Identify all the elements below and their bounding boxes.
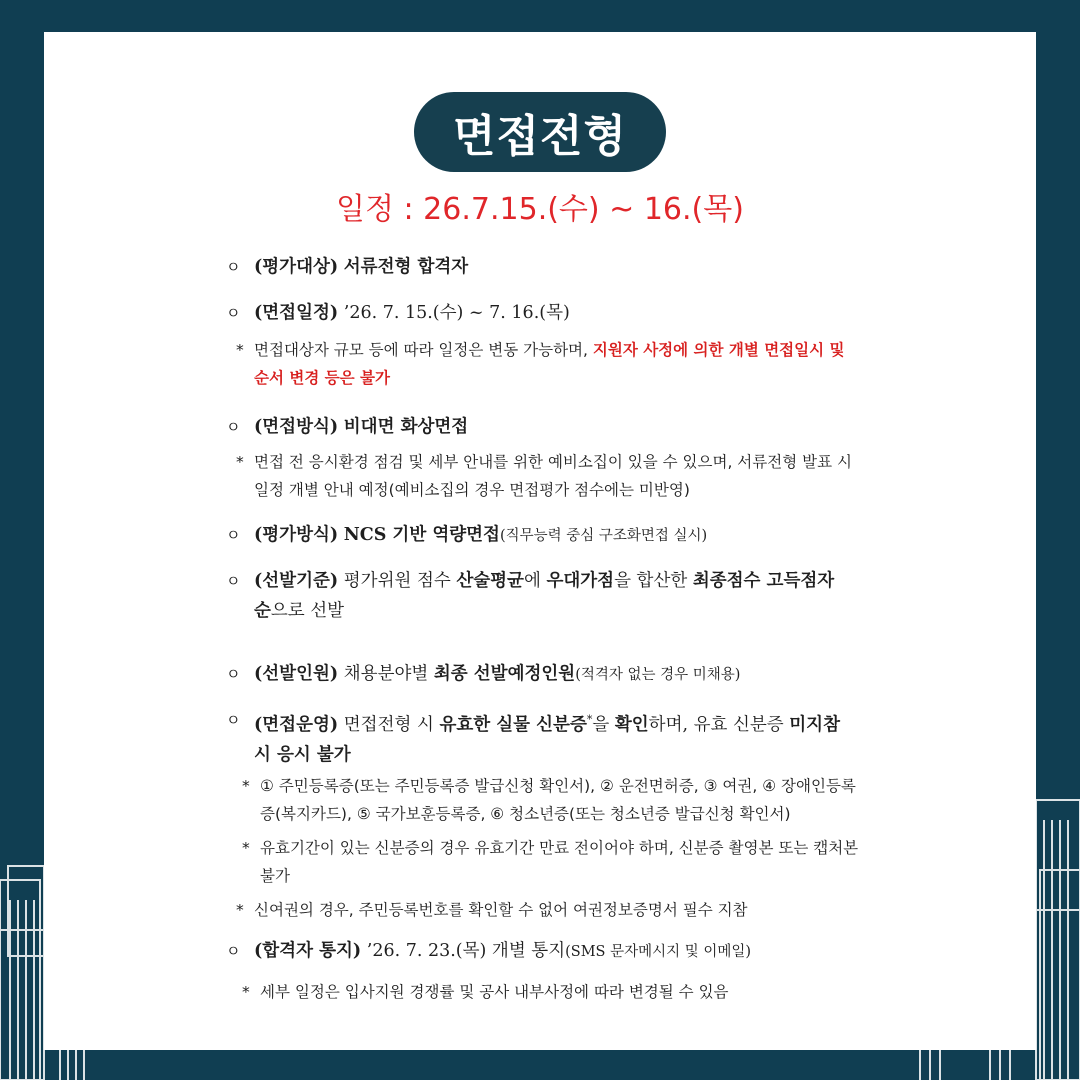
notice-body (44, 32, 1036, 1050)
note-text: 유효기간이 있는 신분증의 경우 유효기간 만료 전이어야 하며, 신분증 촬영본 또는 캡처본 불가 (260, 839, 859, 885)
item-text: 채용분야별 (343, 664, 429, 684)
item-text: 비대면 화상면접 (343, 417, 469, 437)
passport-note (236, 896, 876, 924)
item-text: 을 합산한 (614, 571, 688, 591)
content-card (44, 32, 1036, 1050)
list-item-result-notice (226, 936, 856, 967)
list-item-interview-method (226, 412, 856, 442)
final-note (242, 978, 862, 1006)
item-bold: 최종 선발예정인원 (433, 664, 576, 684)
item-text: 서류전형 합격자 (343, 257, 469, 277)
item-text: 면접전형 시 (343, 714, 434, 735)
list-item-eval-method (226, 520, 856, 551)
list-item-interview-operation (226, 705, 856, 770)
item-text: ’26. 7. 15.(수) ~ 7. 16.(목) (343, 303, 570, 323)
id-list-note (242, 772, 862, 828)
note-star: * (242, 777, 250, 795)
item-label: (평가대상) (254, 257, 339, 277)
schedule-note (236, 336, 856, 392)
item-label: (면접운영) (254, 714, 339, 735)
item-label: (면접방식) (254, 417, 339, 437)
item-bold: 산술평균 (456, 571, 524, 591)
note-star: * (236, 901, 244, 919)
bullet-marker: ㅇ (226, 711, 241, 729)
list-item-headcount (226, 659, 856, 690)
page-title: 면접전형 (452, 111, 627, 162)
item-small: (SMS 문자메시지 및 이메일) (565, 944, 752, 960)
note-text: ① 주민등록증(또는 주민등록증 발급신청 확인서), ② 운전면허증, ③ 여권, ④ 장애인등록증(복지카드), ⑤ 국가보훈등록증, ⑥ 청소년증(또는 청소년증 발급신청 확인서) (260, 777, 856, 823)
item-text: 에 (523, 571, 541, 591)
item-text: 평가위원 점수 (343, 571, 451, 591)
schedule-subtitle: 일정 : 26.7.15.(수) ~ 16.(목) (336, 192, 744, 227)
method-note (236, 448, 856, 504)
item-bold: 확인 (614, 714, 649, 735)
item-bold: 미지참 시 응시 불가 (254, 714, 840, 765)
item-bold: 유효한 실물 신분증 (439, 714, 587, 735)
bullet-marker: ㅇ (226, 665, 241, 683)
note-text: 신여권의 경우, 주민등록번호를 확인할 수 없어 여권정보증명서 필수 지참 (254, 901, 748, 919)
bullet-marker: ㅇ (226, 258, 241, 276)
bullet-marker: ㅇ (226, 526, 241, 544)
bullet-marker: ㅇ (226, 418, 241, 436)
item-label: (면접일정) (254, 303, 339, 323)
item-label: (선발기준) (254, 571, 339, 591)
list-item-selection-criteria (226, 566, 856, 626)
item-text: 을 (592, 714, 610, 735)
item-label: (합격자 통지) (254, 941, 362, 961)
note-text: 면접대상자 규모 등에 따라 일정은 변동 가능하며, (254, 341, 588, 359)
note-star: * (236, 341, 244, 359)
item-bold: 최종점수 고득점자 순 (254, 571, 835, 621)
note-star: * (242, 983, 250, 1001)
note-star: * (236, 453, 244, 471)
id-validity-note (242, 834, 862, 890)
bullet-marker: ㅇ (226, 572, 241, 590)
note-text: 세부 일정은 입사지원 경쟁률 및 공사 내부사정에 따라 변경될 수 있음 (260, 983, 729, 1001)
item-small: (적격자 없는 경우 미채용) (575, 667, 741, 683)
item-text: 으로 선발 (270, 601, 345, 621)
item-small: (직무능력 중심 구조화면접 실시) (499, 528, 708, 544)
item-bold: 우대가점 (546, 571, 615, 591)
list-item-eval-target (226, 252, 856, 282)
item-text: 하며, 유효 신분증 (648, 714, 784, 735)
item-label: (선발인원) (254, 664, 339, 684)
bullet-marker: ㅇ (226, 942, 241, 960)
list-item-interview-schedule (226, 298, 856, 328)
item-label: (평가방식) (254, 525, 339, 545)
note-warning: 지원자 사정에 의한 개별 면접일시 및 순서 변경 등은 불가 (254, 341, 845, 387)
note-star: * (242, 839, 250, 857)
footnote-marker: * (586, 713, 593, 726)
item-text: ’26. 7. 23.(목) 개별 통지 (366, 941, 566, 961)
item-text: NCS 기반 역량면접 (343, 525, 500, 545)
bullet-marker: ㅇ (226, 304, 241, 322)
note-text: 면접 전 응시환경 점검 및 세부 안내를 위한 예비소집이 있을 수 있으며, 서류전형 발표 시 일정 개별 안내 예정(예비소집의 경우 면접평가 점수에는 미반영) (254, 453, 852, 499)
